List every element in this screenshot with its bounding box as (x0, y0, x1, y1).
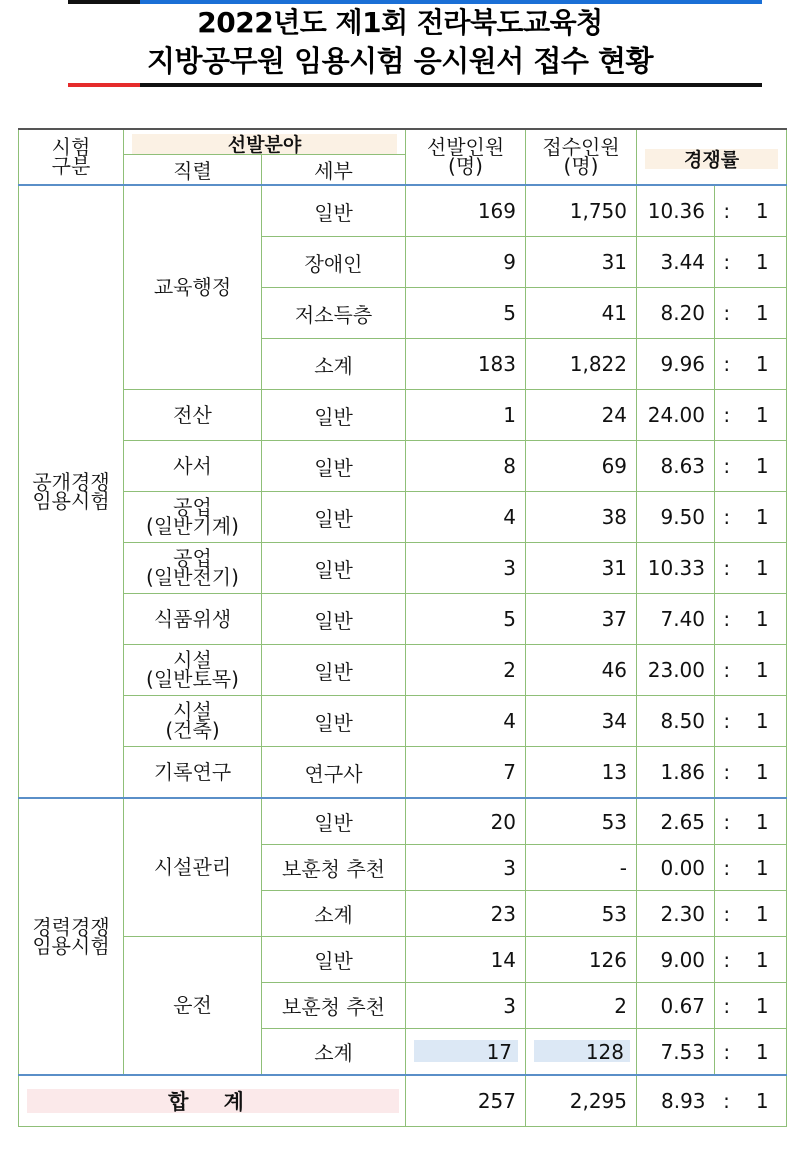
job-series-cell: 식품위생 (124, 594, 262, 645)
job-series-cell: 전산 (124, 390, 262, 441)
exam-type-cell: 경력경쟁 임용시험 (19, 798, 124, 1075)
total-ratio-sep: : (715, 1075, 739, 1127)
applied-cell: 31 (526, 237, 637, 288)
selected-cell (406, 1029, 526, 1076)
detail-cell: 연구사 (262, 747, 406, 799)
ratio-sep-cell: : (715, 237, 739, 288)
applied-value: 128 (534, 1040, 630, 1062)
applied-cell: 13 (526, 747, 637, 799)
applied-cell: 126 (526, 937, 637, 983)
ratio-sep-cell: : (715, 339, 739, 390)
ratio-sep-cell: : (715, 696, 739, 747)
header-row-1 (19, 129, 787, 155)
ratio-base-cell: 1 (739, 390, 787, 441)
selected-cell: 23 (406, 891, 526, 937)
job-series-cell: 시설관리 (124, 798, 262, 937)
ratio-base-cell: 1 (739, 441, 787, 492)
ratio-value-cell: 0.00 (637, 845, 715, 891)
detail-cell: 일반 (262, 645, 406, 696)
applied-cell: 34 (526, 696, 637, 747)
detail-cell: 일반 (262, 696, 406, 747)
ratio-sep-cell: : (715, 798, 739, 845)
total-selected: 257 (406, 1075, 526, 1127)
ratio-base-cell: 1 (739, 845, 787, 891)
selected-cell: 14 (406, 937, 526, 983)
table-row (19, 747, 787, 799)
ratio-value-cell: 10.33 (637, 543, 715, 594)
applied-cell (526, 1029, 637, 1076)
applied-cell: 53 (526, 798, 637, 845)
ratio-value-cell: 8.63 (637, 441, 715, 492)
applied-cell: 1,750 (526, 185, 637, 237)
detail-cell: 일반 (262, 185, 406, 237)
detail-cell: 보훈청 추천 (262, 845, 406, 891)
title-top-bar-dark (68, 0, 140, 4)
header-selected: 선발인원 (명) (406, 129, 526, 185)
ratio-sep-cell: : (715, 543, 739, 594)
ratio-base-cell: 1 (739, 339, 787, 390)
ratio-value-cell: 9.96 (637, 339, 715, 390)
page-title-line-2: 지방공무원 임용시험 응시원서 접수 현황 (146, 44, 654, 78)
header-ratio-label: 경쟁률 (645, 149, 778, 169)
table-body (19, 129, 787, 1127)
detail-cell: 일반 (262, 543, 406, 594)
detail-cell: 보훈청 추천 (262, 983, 406, 1029)
ratio-sep-cell: : (715, 891, 739, 937)
ratio-value-cell: 10.36 (637, 185, 715, 237)
ratio-sep-cell: : (715, 747, 739, 799)
job-series-cell: 공업 (일반전기) (124, 543, 262, 594)
job-series-cell: 운전 (124, 937, 262, 1076)
table-row (19, 492, 787, 543)
table-row (19, 441, 787, 492)
total-ratio: 8.93 (637, 1075, 715, 1127)
selected-cell: 3 (406, 845, 526, 891)
job-series-cell: 시설 (건축) (124, 696, 262, 747)
selected-cell: 4 (406, 492, 526, 543)
header-detail: 세부 (262, 155, 406, 186)
table-row (19, 390, 787, 441)
selected-cell: 5 (406, 288, 526, 339)
ratio-base-cell: 1 (739, 983, 787, 1029)
ratio-value-cell: 0.67 (637, 983, 715, 1029)
detail-cell: 일반 (262, 390, 406, 441)
header-field-group (124, 129, 406, 155)
selected-cell: 8 (406, 441, 526, 492)
ratio-value-cell: 7.40 (637, 594, 715, 645)
ratio-value-cell: 2.65 (637, 798, 715, 845)
selected-cell: 183 (406, 339, 526, 390)
ratio-sep-cell: : (715, 185, 739, 237)
ratio-base-cell: 1 (739, 288, 787, 339)
ratio-base-cell: 1 (739, 798, 787, 845)
table-row (19, 696, 787, 747)
ratio-sep-cell: : (715, 1029, 739, 1076)
ratio-value-cell: 9.50 (637, 492, 715, 543)
detail-cell: 저소득층 (262, 288, 406, 339)
ratio-base-cell: 1 (739, 937, 787, 983)
selected-cell: 5 (406, 594, 526, 645)
ratio-sep-cell: : (715, 390, 739, 441)
ratio-value-cell: 23.00 (637, 645, 715, 696)
table-row (19, 798, 787, 845)
title-top-bar-blue (140, 0, 762, 4)
ratio-base-cell: 1 (739, 747, 787, 799)
applied-cell: 38 (526, 492, 637, 543)
selected-cell: 4 (406, 696, 526, 747)
title-bottom-bar-dark (140, 83, 762, 87)
job-series-cell: 교육행정 (124, 185, 262, 390)
detail-cell: 소계 (262, 891, 406, 937)
ratio-sep-cell: : (715, 492, 739, 543)
ratio-base-cell: 1 (739, 696, 787, 747)
title-bottom-bar-red (68, 83, 140, 87)
ratio-value-cell: 2.30 (637, 891, 715, 937)
ratio-base-cell: 1 (739, 645, 787, 696)
selected-cell: 3 (406, 543, 526, 594)
table-row (19, 645, 787, 696)
detail-cell: 일반 (262, 492, 406, 543)
job-series-cell: 사서 (124, 441, 262, 492)
selected-cell: 20 (406, 798, 526, 845)
selected-cell: 169 (406, 185, 526, 237)
ratio-base-cell: 1 (739, 543, 787, 594)
ratio-value-cell: 8.20 (637, 288, 715, 339)
total-ratio-base: 1 (739, 1075, 787, 1127)
ratio-value-cell: 3.44 (637, 237, 715, 288)
detail-cell: 소계 (262, 1029, 406, 1076)
header-job-series: 직렬 (124, 155, 262, 186)
header-applied: 접수인원 (명) (526, 129, 637, 185)
ratio-base-cell: 1 (739, 1029, 787, 1076)
total-applied: 2,295 (526, 1075, 637, 1127)
ratio-value-cell: 24.00 (637, 390, 715, 441)
detail-cell: 일반 (262, 441, 406, 492)
applied-cell: 1,822 (526, 339, 637, 390)
applied-cell: - (526, 845, 637, 891)
ratio-sep-cell: : (715, 594, 739, 645)
ratio-base-cell: 1 (739, 492, 787, 543)
detail-cell: 일반 (262, 937, 406, 983)
detail-cell: 일반 (262, 798, 406, 845)
page-title-line-1: 2022년도 제1회 전라북도교육청 (197, 6, 603, 39)
applied-cell: 2 (526, 983, 637, 1029)
total-label-cell (19, 1075, 406, 1127)
applied-cell: 24 (526, 390, 637, 441)
total-row (19, 1075, 787, 1127)
job-series-cell: 기록연구 (124, 747, 262, 799)
applied-cell: 37 (526, 594, 637, 645)
table-row (19, 937, 787, 983)
applied-cell: 31 (526, 543, 637, 594)
header-field-group-label: 선발분야 (132, 134, 397, 154)
job-series-cell: 시설 (일반토목) (124, 645, 262, 696)
selected-cell: 7 (406, 747, 526, 799)
selected-cell: 1 (406, 390, 526, 441)
ratio-sep-cell: : (715, 937, 739, 983)
table-row (19, 185, 787, 237)
ratio-value-cell: 1.86 (637, 747, 715, 799)
ratio-sep-cell: : (715, 983, 739, 1029)
applied-cell: 53 (526, 891, 637, 937)
ratio-base-cell: 1 (739, 594, 787, 645)
ratio-base-cell: 1 (739, 237, 787, 288)
total-label: 합 계 (27, 1089, 399, 1113)
table-row (19, 543, 787, 594)
application-status-table (18, 128, 787, 1127)
header-ratio (637, 129, 787, 185)
selected-cell: 3 (406, 983, 526, 1029)
detail-cell: 장애인 (262, 237, 406, 288)
selected-cell: 2 (406, 645, 526, 696)
ratio-sep-cell: : (715, 845, 739, 891)
ratio-sep-cell: : (715, 645, 739, 696)
selected-cell: 9 (406, 237, 526, 288)
selected-value: 17 (414, 1040, 518, 1062)
ratio-base-cell: 1 (739, 891, 787, 937)
table-row (19, 594, 787, 645)
applied-cell: 46 (526, 645, 637, 696)
ratio-value-cell: 9.00 (637, 937, 715, 983)
exam-type-cell: 공개경쟁 임용시험 (19, 185, 124, 798)
ratio-value-cell: 7.53 (637, 1029, 715, 1076)
detail-cell: 일반 (262, 594, 406, 645)
detail-cell: 소계 (262, 339, 406, 390)
applied-cell: 69 (526, 441, 637, 492)
ratio-sep-cell: : (715, 441, 739, 492)
job-series-cell: 공업 (일반기계) (124, 492, 262, 543)
applied-cell: 41 (526, 288, 637, 339)
header-exam-type: 시험 구분 (19, 129, 124, 185)
ratio-value-cell: 8.50 (637, 696, 715, 747)
ratio-sep-cell: : (715, 288, 739, 339)
ratio-base-cell: 1 (739, 185, 787, 237)
